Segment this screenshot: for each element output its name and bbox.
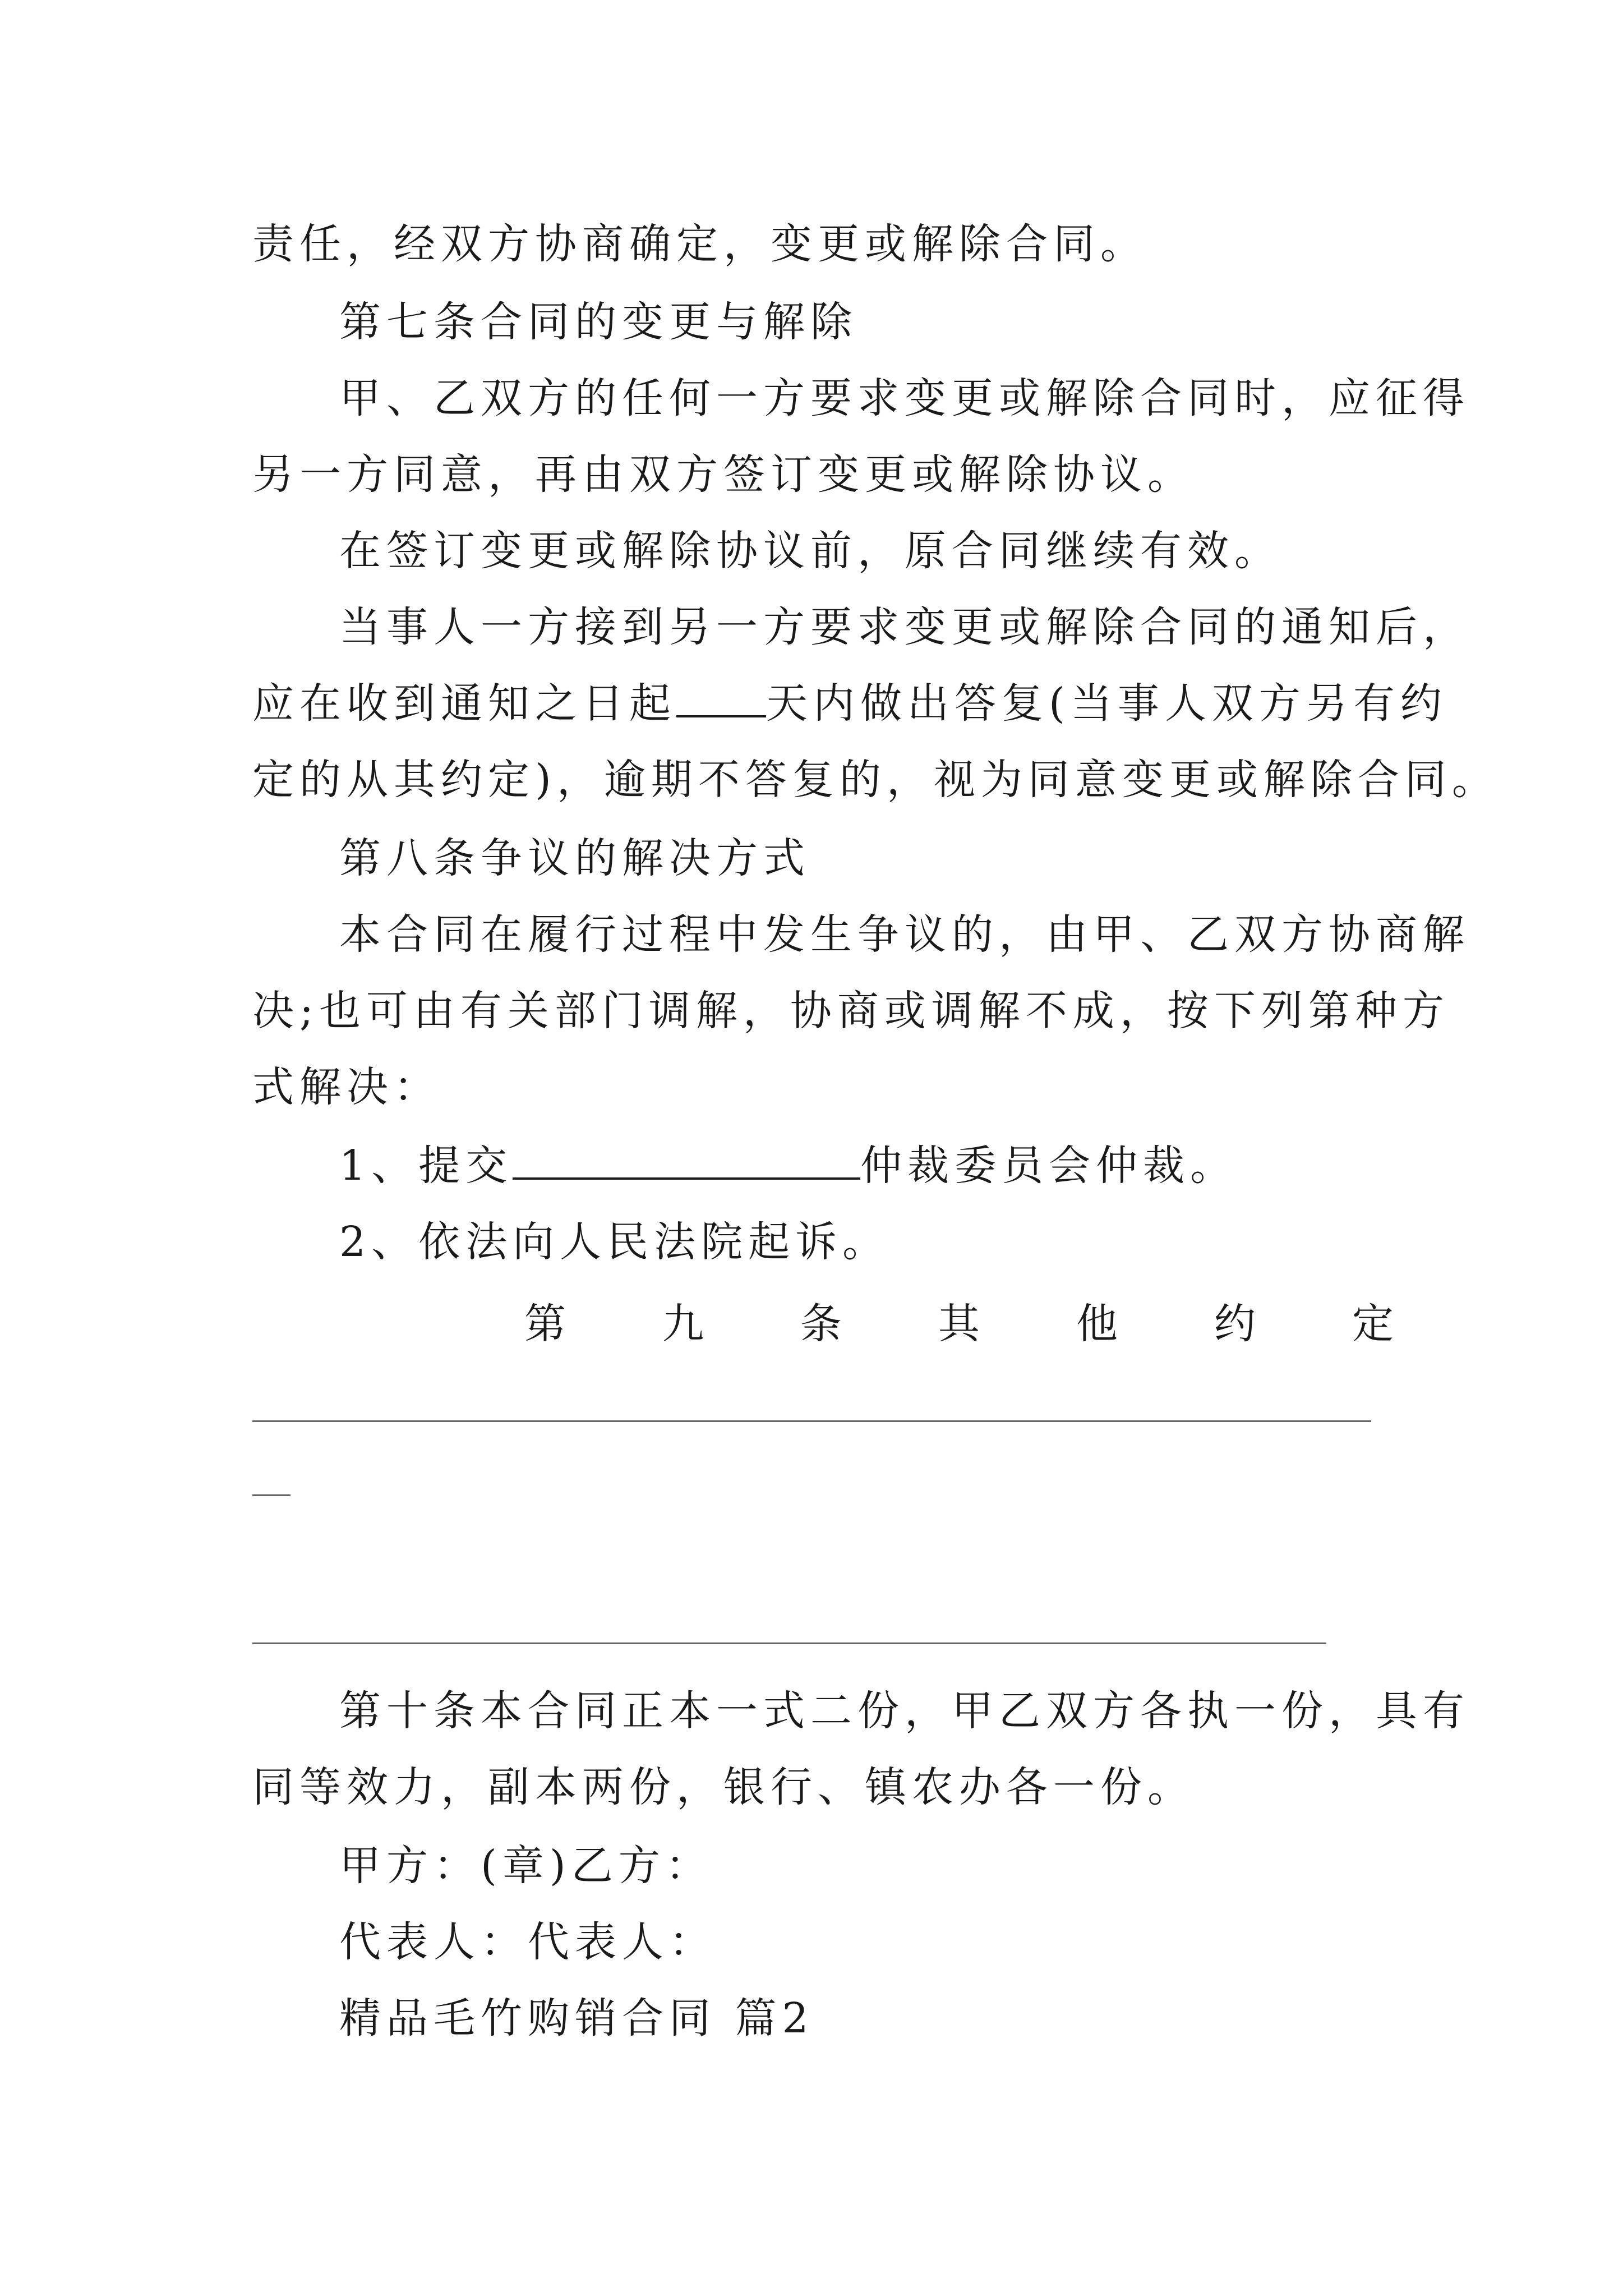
- fill-in-rule: [252, 1642, 1326, 1644]
- heading-char: 九: [662, 1300, 704, 1348]
- text-line: 责任，经双方协商确定，变更或解除合同。: [252, 220, 1147, 268]
- text-line: 第十条本合同正本一式二份，甲乙双方各执一份，具有: [339, 1687, 1470, 1735]
- text-line: 甲、乙双方的任何一方要求变更或解除合同时，应征得: [339, 374, 1470, 422]
- fill-in-blank: [513, 1143, 860, 1180]
- list-item: 2、依法向人民法院起诉。: [339, 1218, 890, 1266]
- heading-char: 其: [938, 1300, 980, 1348]
- section-heading: 第七条合同的变更与解除: [339, 298, 857, 346]
- heading-char: 他: [1076, 1300, 1118, 1348]
- signature-line: 甲方：(章)乙方：: [339, 1842, 713, 1890]
- fill-in-rule: [252, 1494, 291, 1496]
- text-segment: 1、提交: [339, 1142, 513, 1190]
- text-line: 当事人一方接到另一方要求变更或解除合同的通知后，: [339, 603, 1470, 651]
- heading-char: 约: [1214, 1300, 1256, 1348]
- fill-in-rule: [252, 1420, 1371, 1422]
- text-segment: 应在收到通知之日起: [252, 679, 676, 728]
- text-segment: 天内做出答复(当事人双方另有约: [766, 679, 1447, 728]
- heading-char: 定: [1352, 1300, 1394, 1348]
- text-segment: 仲裁委员会仲裁。: [860, 1142, 1238, 1190]
- signature-line: 代表人：代表人：: [339, 1918, 716, 1966]
- section-heading: 第八条争议的解决方式: [339, 834, 810, 882]
- text-line: 定的从其约定)，逾期不答复的，视为同意变更或解除合同。: [252, 756, 1499, 804]
- text-line: 式解决：: [252, 1063, 441, 1111]
- text-line: 在签订变更或解除协议前，原合同继续有效。: [339, 527, 1281, 575]
- fill-in-blank: [676, 680, 766, 717]
- text-line: 本合同在履行过程中发生争议的，由甲、乙双方协商解: [339, 910, 1470, 959]
- heading-char: 第: [524, 1300, 566, 1348]
- text-line: 决;也可由有关部门调解，协商或调解不成，按下列第种方: [252, 987, 1450, 1035]
- text-line: 同等效力，副本两份，银行、镇农办各一份。: [252, 1763, 1195, 1811]
- section-heading-spaced: [524, 1296, 1394, 1352]
- text-line-with-blank: [0, 675, 1623, 731]
- list-item: [0, 1138, 1623, 1194]
- text-line: 另一方同意，再由双方签订变更或解除协议。: [252, 450, 1195, 499]
- heading-char: 条: [800, 1300, 842, 1348]
- section-title: 精品毛竹购销合同 篇2: [339, 1994, 814, 2042]
